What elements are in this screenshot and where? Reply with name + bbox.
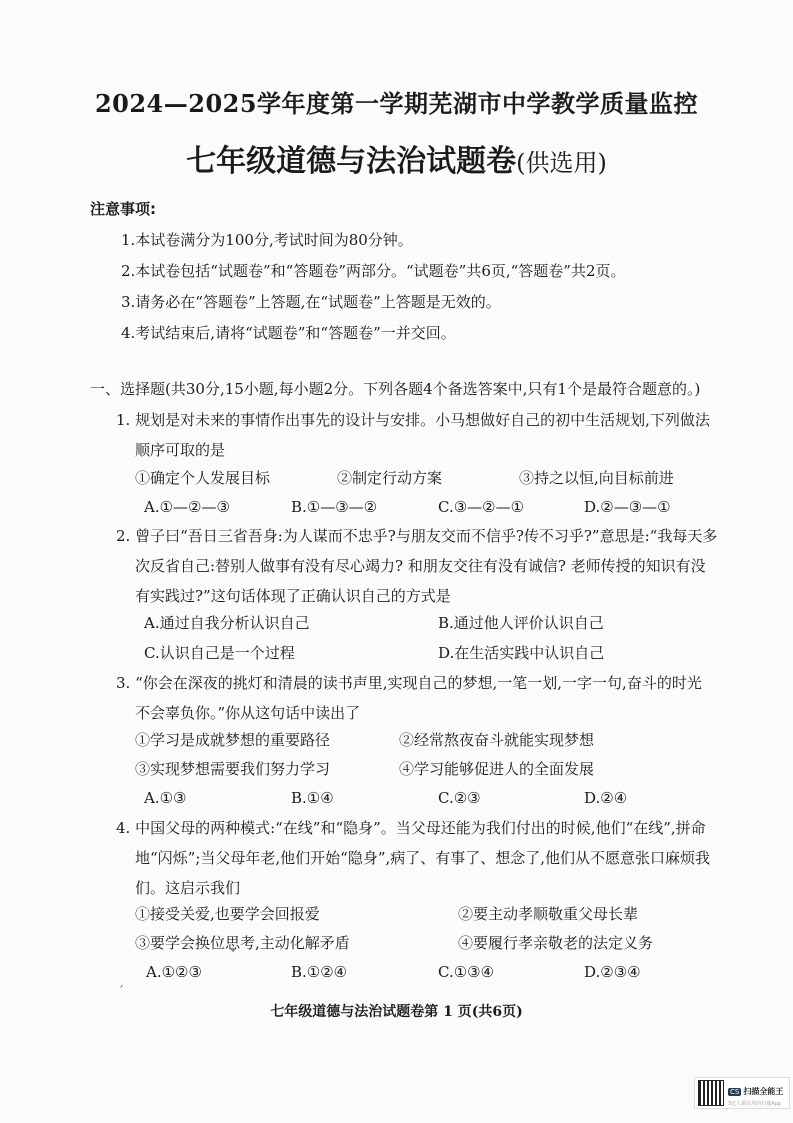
q3-option-a: A.①③: [144, 789, 187, 807]
question-line: 不会辜负你。”你从这句话中读出了: [135, 704, 361, 722]
paper-title: [0, 136, 793, 180]
q4-option-d: D.②③④: [584, 963, 641, 981]
notice-item: 4.考试结束后,请将“试题卷”和“答题卷”一并交回。: [121, 324, 456, 342]
section-heading: 一、选择题(共30分,15小题,每小题2分。下列各题4个备选答案中,只有1个是最符合题意的。): [90, 380, 701, 398]
pen-mark: ˇ: [230, 948, 236, 962]
q3-option-d: D.②④: [584, 789, 628, 807]
page-footer: 七年级道德与法治试题卷第 1 页(共6页): [270, 1004, 523, 1020]
q4-item: ④要履行孝亲敬老的法定义务: [458, 934, 654, 952]
exam-title: 2024—2025学年度第一学期芜湖市中学教学质量监控: [94, 89, 699, 118]
question-3-stem: [116, 668, 716, 728]
q1-option-d: D.②—③—①: [584, 498, 671, 516]
question-line: 3. “你会在深夜的挑灯和清晨的读书声里,实现自己的梦想,一笔一划,一字一句,奋斗的时光: [116, 674, 702, 692]
question-line: 次反省自己:替别人做事有没有尽心竭力? 和朋友交往有没有诚信? 老师传授的知识有没: [135, 557, 706, 575]
notice-item: 1.本试卷满分为100分,考试时间为80分钟。: [121, 231, 413, 249]
q4-option-b: B.①②④: [291, 963, 348, 981]
question-line: 顺序可取的是: [135, 441, 226, 459]
q4-item: ③要学会换位思考,主动化解矛盾: [135, 934, 350, 952]
q1-option-c: C.③—②—①: [438, 498, 525, 516]
notice-item: 2.本试卷包括“试题卷”和“答题卷”两部分。“试题卷”共6页,“答题卷”共2页。: [121, 262, 626, 280]
q4-item: ②要主动孝顺敬重父母长辈: [458, 905, 639, 923]
q1-option-b: B.①—③—②: [291, 498, 378, 516]
question-line: 1. 规划是对未来的事情作出事先的设计与安排。小马想做好自己的初中生活规划,下列做法: [116, 411, 710, 429]
scanner-watermark: [694, 1077, 790, 1109]
q4-option-c: C.①③④: [438, 963, 495, 981]
q3-option-c: C.②③: [438, 789, 481, 807]
q1-item: ③持之以恒,向目标前进: [519, 469, 674, 487]
paper-title-main: 七年级道德与法治试题卷: [186, 144, 517, 179]
question-line: 4. 中国父母的两种模式:“在线”和“隐身”。当父母还能为我们付出的时候,他们“在线”,拼命: [116, 819, 706, 837]
notice-item: 3.请务必在“答题卷”上答题,在“试题卷”上答题是无效的。: [121, 293, 501, 311]
q1-item: ②制定行动方案: [337, 469, 443, 487]
question-4-stem: [116, 813, 716, 903]
scanner-slogan: 3亿人都在用的扫描App: [728, 1101, 781, 1107]
scanner-watermark-text: [728, 1079, 783, 1107]
notice-heading: 注意事项:: [90, 200, 156, 218]
question-line: 们。这启示我们: [135, 879, 241, 897]
q2-option-a: A.通过自我分析认识自己: [144, 614, 310, 632]
q3-item: ③实现梦想需要我们努力学习: [135, 760, 331, 778]
question-2-stem: [116, 521, 716, 611]
q3-item: ①学习是成就梦想的重要路径: [135, 731, 331, 749]
q3-option-b: B.①④: [291, 789, 334, 807]
q2-option-c: C.认识自己是一个过程: [144, 644, 295, 662]
q1-option-a: A.①—②—③: [144, 498, 230, 516]
question-line: 2. 曾子曰“吾日三省吾身:为人谋而不忠乎?与朋友交而不信乎?传不习乎?”意思是:“我每天多: [116, 527, 718, 545]
q3-item: ④学习能够促进人的全面发展: [399, 760, 595, 778]
q2-option-b: B.通过他人评价认识自己: [438, 614, 604, 632]
q4-option-a: A.①②③: [146, 963, 202, 981]
qr-code-icon: [698, 1080, 724, 1106]
paper-title-sub: (供选用): [516, 149, 607, 177]
q1-item: ①确定个人发展目标: [135, 469, 271, 487]
q2-option-d: D.在生活实践中认识自己: [438, 644, 605, 662]
scanner-app-name: 扫描全能王: [743, 1087, 784, 1096]
question-line: 有实践过?”这句话体现了正确认识自己的方式是: [135, 587, 451, 605]
q3-item: ②经常熬夜奋斗就能实现梦想: [399, 731, 595, 749]
question-1-stem: [116, 405, 716, 465]
question-line: 地“闪烁”;当父母年老,他们开始“隐身”,病了、有事了、想念了,他们从不愿意张口麻烦我: [135, 849, 711, 867]
pen-mark: ˊ: [118, 984, 124, 998]
camscanner-logo-icon: CS: [730, 1088, 740, 1096]
notice-list: [121, 229, 741, 353]
q4-item: ①接受关爱,也要学会回报爱: [135, 905, 320, 923]
